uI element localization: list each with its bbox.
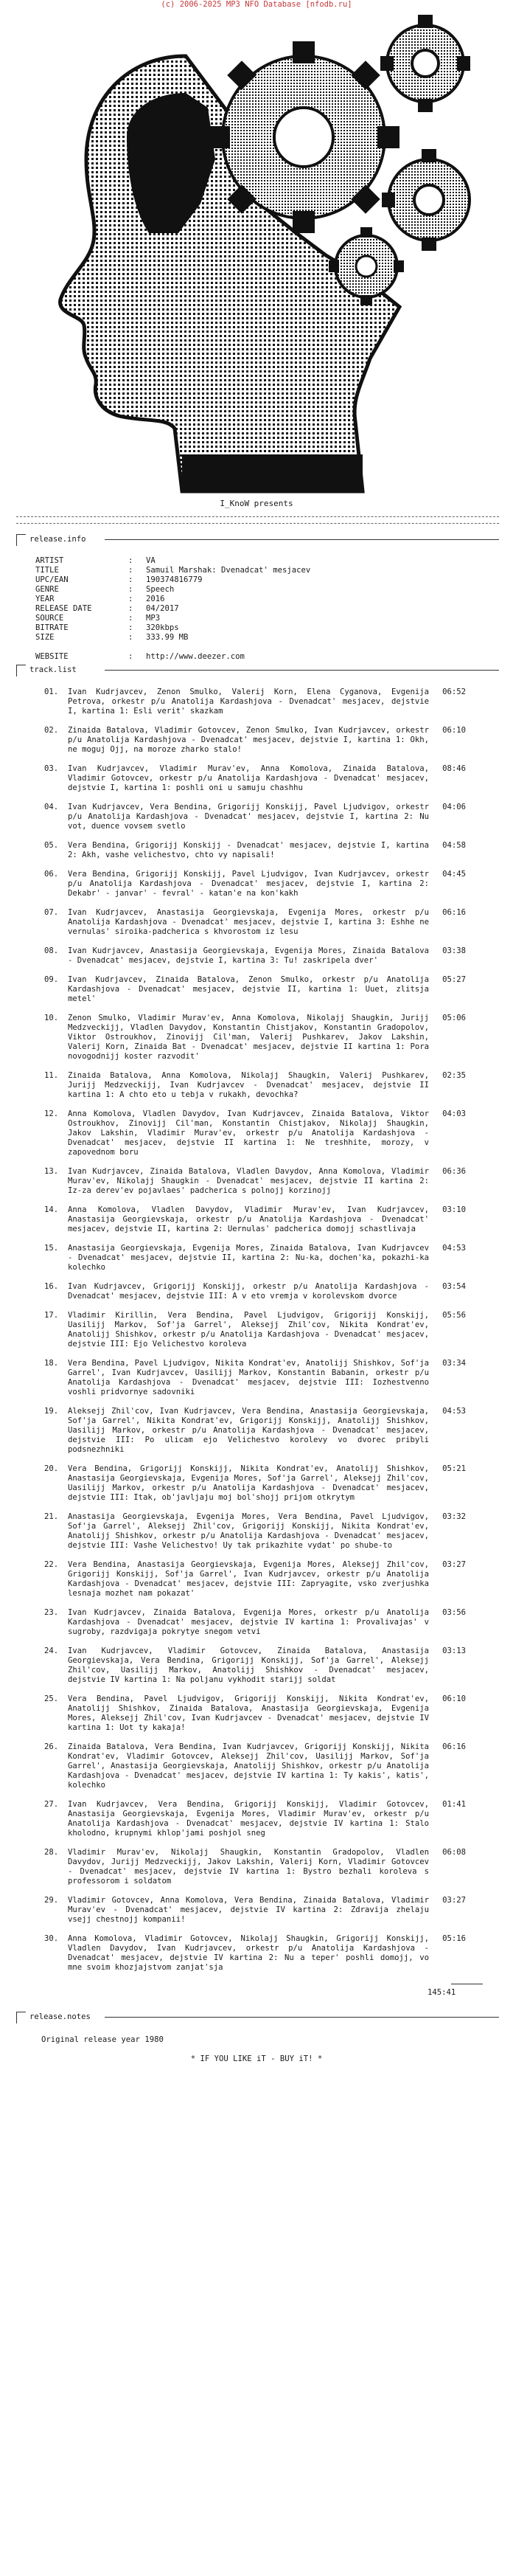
track-title: Vera Bendina, Grigorijj Konskijj - Dvenadcat' mesjacev, dejstvie I, kartina 2: Akh, vashe velichestvo, chto vy napisali! [68,841,429,859]
track-number: 14. [44,1205,59,1214]
track-number: 21. [44,1512,59,1521]
track-row [44,1694,482,1733]
track-number: 23. [44,1608,59,1617]
info-key: SOURCE [35,614,64,623]
track-duration: 08:46 [442,764,466,773]
track-number: 05. [44,841,59,850]
track-title: Aleksejj Zhil'cov, Ivan Kudrjavcev, Vera Bendina, Anastasija Georgievskaja, Sof'ja Garrel', Nikita Kondrat'ev, Grigorijj Konskijj, Anatolijj Shishkov, Uasilijj Markov, orkestr p/u Anatolija Kardashjova - Dvenadcat' mesjacev, dejstvie III: Po ulicam ejo Velichestvo korolevy vo dvorec pribyli podsnezhniki [68,1407,429,1454]
track-row [44,870,482,899]
track-duration: 03:27 [442,1896,466,1905]
track-number: 30. [44,1934,59,1943]
track-row [44,1109,482,1157]
track-duration: 05:27 [442,975,466,984]
track-number: 26. [44,1742,59,1751]
track-duration: 05:16 [442,1934,466,1943]
release-note-text: Original release year 1980 [41,2035,164,2044]
track-row [44,1742,482,1790]
track-title: Ivan Kudrjavcev, Anastasija Georgievskaja, Evgenija Mores, Zinaida Batalova - Dvenadcat' mesjacev, dejstvie I, kartina 3: Tu! zaskripela dver' [68,946,429,965]
track-duration: 04:45 [442,870,466,879]
track-duration: 05:56 [442,1311,466,1320]
info-colon: : [128,575,133,584]
track-duration: 06:10 [442,1694,466,1703]
info-value: Speech [146,585,175,594]
track-row [44,1464,482,1503]
track-row [44,803,482,831]
track-row [44,726,482,755]
info-value: VA [146,556,156,565]
track-row [44,1608,482,1637]
info-row [35,614,160,623]
info-row [35,585,174,595]
track-title: Zinaida Batalova, Vera Bendina, Ivan Kudrjavcev, Grigorijj Konskijj, Nikita Kondrat'ev, Vladimir Gotovcev, Aleksejj Zhil'cov, Uasilijj Markov, Sof'ja Garrel', Anastasija Georgievskaja, Anatolijj Shishkov, orkestr p/u Anatolija Kardashjova - Dvenadcat' mesjacev, dejstvie IV kartina 1: Ty kakis', katis', kolechko [68,1742,429,1790]
track-row [44,1205,482,1234]
track-duration: 04:53 [442,1244,466,1253]
info-key: RELEASE DATE [35,604,92,613]
track-row [44,975,482,1004]
track-title: Vera Bendina, Grigorijj Konskijj, Nikita Kondrat'ev, Anatolijj Shishkov, Anastasija Georgievskaja, Evgenija Mores, Sof'ja Garrel', Aleksejj Zhil'cov, Uasilijj Markov, orkestr p/u Anatolija Kardashjova - Dvenadcat' mesjacev, dejstvie III: Itak, ob'javljaju moj bol'shojj prijom otkrytym [68,1464,429,1502]
track-row [44,1407,482,1455]
track-title: Anna Komolova, Vladimir Gotovcev, Nikolajj Shaugkin, Grigorijj Konskijj, Vladlen Davydov, Ivan Kudrjavcev, orkestr p/u Anatolija Kardashjova - Dvenadcat' mesjacev, dejstvie IV kartina 2: Nu a teper' poshli domojj, vo mne svoim khozjajstvom zanjat'sja [68,1934,429,1972]
track-row [44,1167,482,1196]
total-duration: 145:41 [427,1988,456,1997]
track-row [44,946,482,966]
presents-line: I_KnoW presents [220,499,293,508]
track-duration: 06:08 [442,1848,466,1857]
track-duration: 04:03 [442,1109,466,1118]
info-key: BITRATE [35,623,69,632]
track-row [44,1934,482,1973]
track-number: 18. [44,1359,59,1368]
track-number: 13. [44,1167,59,1176]
info-row [35,633,188,643]
track-title: Ivan Kudrjavcev, Vladimir Gotovcev, Zinaida Batalova, Anastasija Georgievskaja, Vera Bendina, Grigorijj Konskijj, Sof'ja Garrel', Aleksejj Zhil'cov, Uasilijj Markov, Anatolijj Shishkov - Dvenadcat' mesjacev, dejstvie IV kartina 1: Na poljanu vykhodit starijj soldat [68,1647,429,1684]
track-duration: 03:13 [442,1647,466,1655]
track-duration: 06:36 [442,1167,466,1176]
track-row [44,1560,482,1599]
track-title: Ivan Kudrjavcev, Zinaida Batalova, Vladlen Davydov, Anna Komolova, Vladimir Murav'ev, Nikolajj Shaugkin - Dvenadcat' mesjacev, dejstvie II kartina 2: Iz-za derev'ev pojavlaes' padcherica s polnojj korzinojj [68,1167,429,1195]
track-duration: 05:21 [442,1464,466,1473]
track-number: 09. [44,975,59,984]
info-key: UPC/EAN [35,575,69,584]
info-value: MP3 [146,614,161,623]
track-number: 25. [44,1694,59,1703]
track-row [44,1282,482,1301]
divider [16,516,499,524]
nfodb-credit: (c) 2006-2025 MP3 NFO Database [nfodb.ru] [161,0,352,9]
track-duration: 03:32 [442,1512,466,1521]
info-key: WEBSITE [35,652,69,661]
track-duration: 06:16 [442,1742,466,1751]
track-duration: 03:54 [442,1282,466,1291]
track-title: Ivan Kudrjavcev, Vera Bendina, Grigorijj Konskijj, Vladimir Gotovcev, Anastasija Georgievskaja, Evgenija Mores, Vladimir Murav'ev, orkestr p/u Anatolija Kardashjova - Dvenadcat' mesjacev, dejstvie IV kartina 1: Stalo kholodno, krupnymi khlop'jami poshjol sneg [68,1800,429,1838]
track-number: 29. [44,1896,59,1905]
info-value: Samuil Marshak: Dvenadcat' mesjacev [146,566,311,575]
track-number: 27. [44,1800,59,1809]
track-duration: 04:06 [442,803,466,811]
track-number: 28. [44,1848,59,1857]
track-duration: 06:16 [442,908,466,917]
info-key: GENRE [35,585,59,594]
info-value: 333.99 MB [146,633,189,642]
track-row [44,1359,482,1397]
info-row-website [35,652,245,662]
track-duration: 05:06 [442,1014,466,1022]
info-colon: : [128,604,133,613]
info-colon: : [128,595,133,603]
website-link[interactable]: http://www.deezer.com [146,652,245,661]
track-title: Anna Komolova, Vladlen Davydov, Vladimir Murav'ev, Ivan Kudrjavcev, Anastasija Georgievskaja, orkestr p/u Anatolija Kardashjova - Dvenadcat' mesjacev, dejstvie II, kartina 2: Uernulas' padcherica domojj schastlivaja [68,1205,429,1233]
track-number: 01. [44,688,59,696]
track-number: 24. [44,1647,59,1655]
track-number: 19. [44,1407,59,1416]
track-duration: 03:38 [442,946,466,955]
track-row [44,1647,482,1685]
track-row [44,764,482,793]
info-colon: : [128,614,133,623]
track-duration: 06:52 [442,688,466,696]
info-row [35,556,156,566]
info-value: 04/2017 [146,604,179,613]
track-title: Ivan Kudrjavcev, Vera Bendina, Grigorijj Konskijj, Pavel Ljudvigov, orkestr p/u Anatolija Kardashjova - Dvenadcat' mesjacev, dejstvie I, kartina 2: Nu vot, duence vovsem svetlo [68,803,429,831]
track-title: Zinaida Batalova, Anna Komolova, Nikolajj Shaugkin, Valerij Pushkarev, Jurijj Medzveckijj, Ivan Kudrjavcev - Dvenadcat' mesjacev, dejstvie II kartina 1: A chto eto u tebja v rukakh, devochka? [68,1071,429,1099]
release-notes-section [16,2012,499,2023]
track-title: Ivan Kudrjavcev, Grigorijj Konskijj, orkestr p/u Anatolija Kardashjova - Dvenadcat' mesjacev, dejstvie III: A v eto vremja v korolevskom dvorce [68,1282,429,1301]
track-duration: 04:53 [442,1407,466,1416]
track-title: Anastasija Georgievskaja, Evgenija Mores, Zinaida Batalova, Ivan Kudrjavcev - Dvenadcat' mesjacev, dejstvie II, kartina 2: Nu-ka, dochen'ka, pokazhi-ka kolechko [68,1244,429,1272]
track-row [44,1244,482,1273]
info-colon: : [128,585,133,594]
track-title: Vladimir Gotovcev, Anna Komolova, Vera Bendina, Zinaida Batalova, Vladimir Murav'ev - Dvenadcat' mesjacev, dejstvie IV kartina 2: Zdravija zhelaju vsejj chestnojj kompanii! [68,1896,429,1924]
track-title: Anastasija Georgievskaja, Evgenija Mores, Vera Bendina, Pavel Ljudvigov, Sof'ja Garrel', Aleksejj Zhil'cov, Grigorijj Konskijj, Nikita Kondrat'ev, Anatolijj Shishkov, orkestr p/u Anatolija Kardashjova - Dvenadcat' mesjacev, dejstvie III: Vashe Velichestvo! Uy tak prikazhite vydat' po shube-to [68,1512,429,1550]
track-duration: 02:35 [442,1071,466,1080]
track-row [44,1014,482,1062]
track-list-heading: track.list [29,665,77,674]
track-number: 17. [44,1311,59,1320]
track-title: Ivan Kudrjavcev, Anastasija Georgievskaja, Evgenija Mores, orkestr p/u Anatolija Kardashjova - Dvenadcat' mesjacev, dejstvie I, kartina 3: Eshhe ne vernulas' siroika-padcherica s khvorostom iz lesu [68,908,429,936]
track-row [44,1800,482,1838]
track-number: 08. [44,946,59,955]
track-number: 07. [44,908,59,917]
info-row [35,575,203,585]
track-title: Ivan Kudrjavcev, Zinaida Batalova, Zenon Smulko, orkestr p/u Anatolija Kardashjova - Dvenadcat' mesjacev, dejstvie II, kartina 1: Uuet, zlitsja metel' [68,975,429,1003]
track-title: Vera Bendina, Pavel Ljudvigov, Nikita Kondrat'ev, Anatolijj Shishkov, Sof'ja Garrel', Ivan Kudrjavcev, Uasilijj Markov, Konstantin Babanin, orkestr p/u Anatolija Kardashjova - Dvenadcat' mesjacev, dejstvie III: Iozhestvenno voshli pridvornye sadovniki [68,1359,429,1396]
track-number: 10. [44,1014,59,1022]
info-colon: : [128,652,133,661]
track-title: Ivan Kudrjavcev, Vladimir Murav'ev, Anna Komolova, Zinaida Batalova, Vladimir Gotovcev, orkestr p/u Anatolija Kardashjova - Dvenadcat' mesjacev, dejstvie I, kartina 1: poshli oni u samuju chashhu [68,764,429,792]
track-title: Vera Bendina, Grigorijj Konskijj, Pavel Ljudvigov, Ivan Kudrjavcev, orkestr p/u Anatolija Kardashjova - Dvenadcat' mesjacev, dejstvie I, kartina 2: Dekabr' - janvar' - fevral' - katan'e na kon'kakh [68,870,429,898]
track-number: 04. [44,803,59,811]
track-row [44,1896,482,1925]
track-duration: 06:10 [442,726,466,735]
info-value: 320kbps [146,623,179,632]
track-row [44,908,482,937]
info-key: ARTIST [35,556,64,565]
info-row [35,623,179,633]
info-colon: : [128,566,133,575]
track-duration: 03:10 [442,1205,466,1214]
track-number: 16. [44,1282,59,1291]
track-duration: 04:58 [442,841,466,850]
release-info-section [16,534,499,545]
track-row [44,1311,482,1349]
info-value: 190374816779 [146,575,203,584]
track-row [44,688,482,716]
track-list-section [16,665,499,676]
info-key: SIZE [35,633,55,642]
track-title: Ivan Kudrjavcev, Zinaida Batalova, Evgenija Mores, orkestr p/u Anatolija Kardashjova - Dvenadcat' mesjacev, dejstvie IV kartina 1: Provalivajas' v sugroby, razdvigaja pokrytye snegom vetvi [68,1608,429,1636]
info-colon: : [128,633,133,642]
track-title: Ivan Kudrjavcev, Zenon Smulko, Valerij Korn, Elena Cyganova, Evgenija Petrova, orkestr p/u Anatolija Kardashjova - Dvenadcat' mesjacev, dejstvie I, kartina 1: Esli verit' skazkam [68,688,429,716]
info-row [35,566,310,575]
track-number: 06. [44,870,59,879]
track-number: 11. [44,1071,59,1080]
info-key: YEAR [35,595,55,603]
track-row [44,841,482,860]
head-gears-ascii-art [16,12,473,496]
info-row [35,595,165,604]
info-row [35,604,179,614]
release-info-heading: release.info [29,535,86,544]
track-title: Vera Bendina, Pavel Ljudvigov, Grigorijj Konskijj, Nikita Kondrat'ev, Anatolijj Shishkov, Zinaida Batalova, Anastasija Georgievskaja, Evgenija Mores, Aleksejj Zhil'cov, Ivan Kudrjavcev - Dvenadcat' mesjacev, dejstvie IV kartina 1: Uot ty kakaja! [68,1694,429,1732]
track-row [44,1848,482,1886]
track-row [44,1512,482,1551]
track-number: 22. [44,1560,59,1569]
track-number: 20. [44,1464,59,1473]
release-notes-heading: release.notes [29,2012,91,2021]
track-duration: 03:56 [442,1608,466,1617]
track-row [44,1071,482,1100]
buy-slogan: * IF YOU LIKE iT - BUY iT! * [190,2054,323,2063]
info-colon: : [128,556,133,565]
track-title: Vladimir Kirillin, Vera Bendina, Pavel Ljudvigov, Grigorijj Konskijj, Uasilijj Markov, Sof'ja Garrel', Aleksejj Zhil'cov, Nikita Kondrat'ev, Anatolijj Shishkov, orkestr p/u Anatolija Kardashjova - Dvenadcat' mesjacev, dejstvie III: Ejo Velichestvo koroleva [68,1311,429,1348]
track-title: Zinaida Batalova, Vladimir Gotovcev, Zenon Smulko, Ivan Kudrjavcev, orkestr p/u Anatolija Kardashjova - Dvenadcat' mesjacev, dejstvie I, kartina 1: Okh, ne moguj Ojj, na moroze zharko stalo! [68,726,429,754]
track-number: 03. [44,764,59,773]
track-duration: 01:41 [442,1800,466,1809]
track-title: Vladimir Murav'ev, Nikolajj Shaugkin, Konstantin Gradopolov, Vladlen Davydov, Jurijj Medzveckijj, Jakov Lakshin, Valerij Korn, Vladimir Gotovcev - Dvenadcat' mesjacev, dejstvie IV kartina 1: Bystro bezhali koroleva s professorom i soldatom [68,1848,429,1886]
info-value: 2016 [146,595,165,603]
track-duration: 03:27 [442,1560,466,1569]
track-number: 15. [44,1244,59,1253]
track-number: 02. [44,726,59,735]
track-duration: 03:34 [442,1359,466,1368]
track-title: Vera Bendina, Anastasija Georgievskaja, Evgenija Mores, Aleksejj Zhil'cov, Grigorijj Konskijj, Sof'ja Garrel', Ivan Kudrjavcev, orkestr p/u Anatolija Kardashjova - Dvenadcat' mesjacev, dejstvie III: Zapryagite, vsko zverjushka lesnaja mozhet nam pokazat' [68,1560,429,1598]
track-number: 12. [44,1109,59,1118]
track-title: Anna Komolova, Vladlen Davydov, Ivan Kudrjavcev, Zinaida Batalova, Viktor Ostroukhov, Zinovijj Cil'man, Konstantin Chistjakov, Nikolajj Shaugkin, Jakov Lakshin, Vladimir Murav'ev, orkestr p/u Anatolija Kardashjova - Dvenadcat' mesjacev, dejstvie II kartina 1: Ne treshhite, morozy, v zapovednom boru [68,1109,429,1157]
info-colon: : [128,623,133,632]
track-title: Zenon Smulko, Vladimir Murav'ev, Anna Komolova, Nikolajj Shaugkin, Jurijj Medzveckijj, Vladlen Davydov, Konstantin Chistjakov, Konstantin Gradopolov, Viktor Ostroukhov, Zinovijj Cil'man, Valerij Pushkarev, Jakov Lakshin, Valerij Korn, Zinaida Bat - Dvenadcat' mesjacev, dejstvie II kartina 1: Pora novogodnijj koster razvodit' [68,1014,429,1061]
info-key: TITLE [35,566,59,575]
